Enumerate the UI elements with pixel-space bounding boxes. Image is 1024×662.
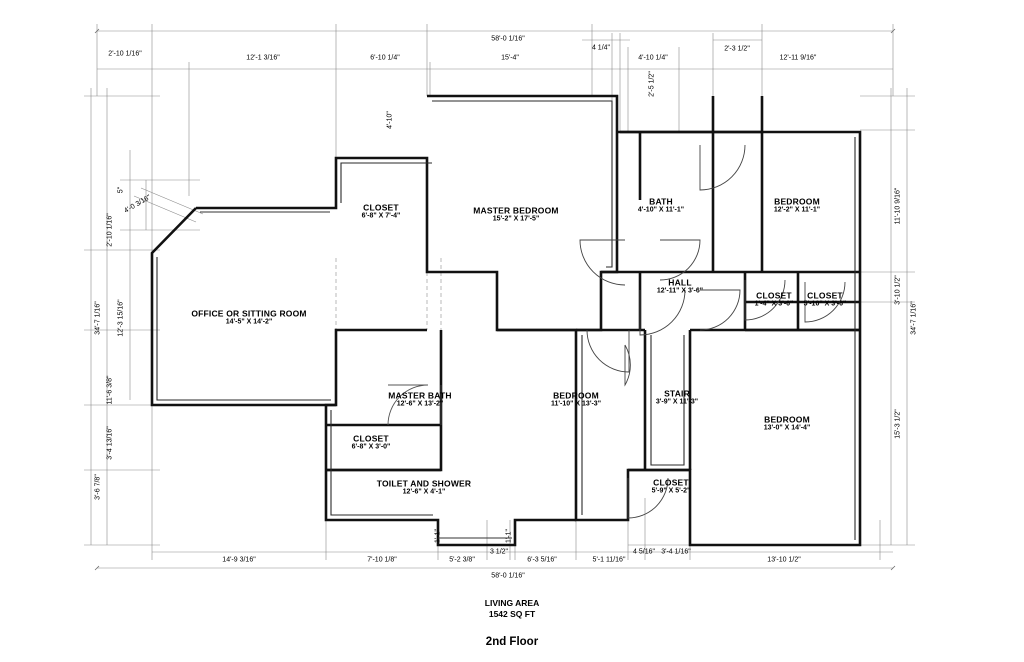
room-label: MASTER BEDROOM 15'-2" X 17'-5" [473,205,559,223]
dimension-text: 34'-7 1/16" [910,301,918,335]
room-label: BEDROOM 11'-10" X 13'-3" [550,390,602,408]
dimension-text: 1'-1" [434,529,442,543]
dimension-text: 4 1/4" [591,44,611,52]
room-label: BEDROOM 13'-0" X 14'-4" [763,414,811,432]
dimension-text: 7'-10 1/8" [367,556,397,564]
room-label: MASTER BATH 12'-6" X 13'-2" [388,390,452,408]
dimension-text: 12'-11 9/16" [779,54,817,62]
room-label: STAIR 3'-9" X 11'-3" [655,388,699,406]
dimension-text: 14'-9 3/16" [222,556,256,564]
dimension-text: 15'-4" [501,54,519,62]
dimension-text: 3'-4 13/16" [106,426,114,460]
dimension-text: 2'-10 1/16" [108,50,142,58]
room-label: CLOSET 5'-9" X 5'-2" [651,477,691,495]
dimension-text: 3'-6 7/8" [94,474,102,500]
room-label: BATH 4'-10" X 11'-1" [637,196,685,214]
room-label: BEDROOM 12'-2" X 11'-1" [773,196,821,214]
dimension-text: 4 5/16" [633,548,655,556]
dimension-text: 3'-10 1/2" [894,275,902,305]
dimension-text: 2'-3 1/2" [724,45,750,53]
dimension-text: 6'-10 1/4" [370,54,400,62]
dimension-text: 11'-6 3/8" [106,375,114,405]
room-label: CLOSET 5'-10" X 3'-6" [803,290,847,308]
room-label: TOILET AND SHOWER 12'-6" X 4'-1" [376,478,472,496]
room-label: CLOSET 6'-8" X 7'-4" [361,202,401,220]
room-label: CLOSET 1'-4" X 3'-6" [754,290,794,308]
dimension-text: 58'-0 1/16" [491,572,525,580]
dimension-text: 15'-3 1/2" [894,409,902,439]
dimension-text: 4'-0 3/16" [123,193,153,215]
dimension-text: 5" [117,186,125,194]
dimension-text: 13'-10 1/2" [767,556,801,564]
dimension-text: 58'-0 1/16" [491,35,525,43]
dimension-text: 12'-3 15/16" [117,299,125,337]
dimension-text: 1'-1" [505,529,513,543]
living-area-value: 1542 SQ FT [488,609,536,620]
floor-title: 2nd Floor [485,636,539,648]
dimension-text: 2'-10 1/16" [106,213,114,247]
dimension-text: 4'-10" [386,111,394,129]
dimension-text: 5'-2 3/8" [449,556,475,564]
living-area-label: LIVING AREA [484,598,540,608]
living-area-block [0,598,1024,621]
dimension-text: 5'-1 11/16" [592,556,626,564]
dimension-text: 11'-10 9/16" [894,187,902,225]
dimension-text: 2'-5 1/2" [648,71,656,97]
dimension-text: 3 1/2" [489,548,509,556]
room-label: OFFICE OR SITTING ROOM 14'-5" X 14'-2" [191,308,307,326]
room-label: HALL 12'-11" X 3'-6" [656,277,704,295]
dimension-text: 6'-3 5/16" [527,556,557,564]
dimension-text: 12'-1 3/16" [246,54,280,62]
dimension-text: 3'-4 1/16" [661,548,691,556]
dimension-text: 34'-7 1/16" [94,301,102,335]
dimension-text: 4'-10 1/4" [638,54,668,62]
room-label: CLOSET 6'-8" X 3'-0" [351,433,391,451]
